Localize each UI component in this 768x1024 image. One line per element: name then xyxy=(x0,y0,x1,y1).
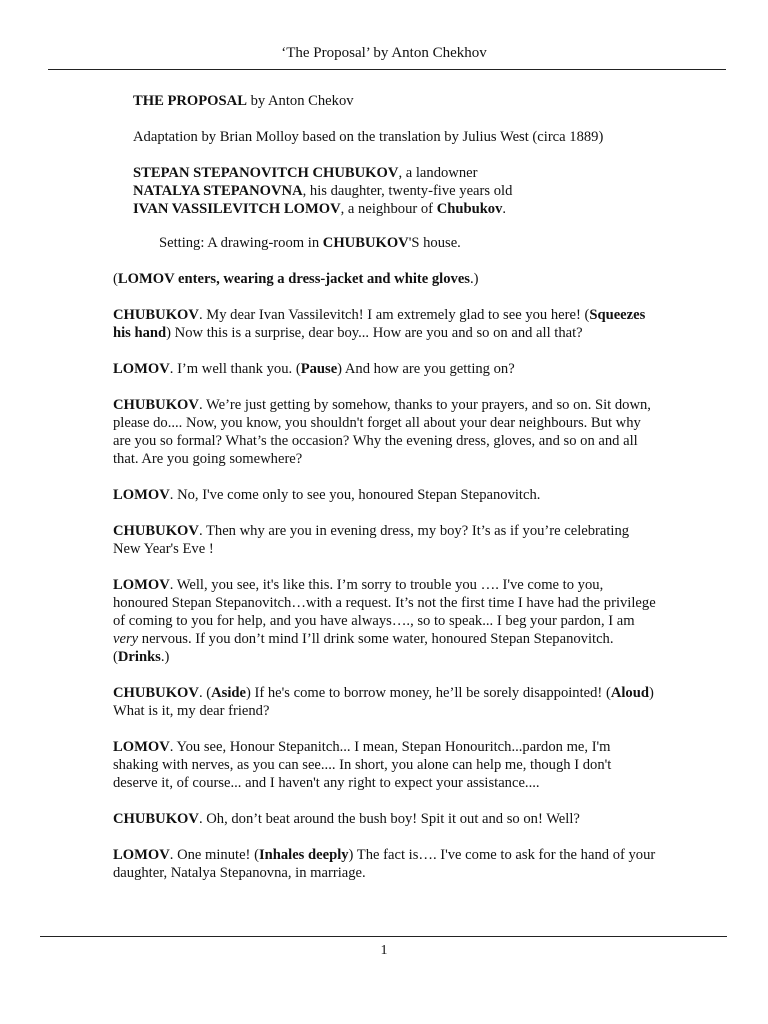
text-run: .) xyxy=(470,271,479,287)
bold-text: CHUBUKOV xyxy=(113,811,199,827)
cast-description: , his daughter, twenty-five years old xyxy=(302,183,513,199)
text-run: . I’m well thank you. ( xyxy=(169,361,301,377)
text-run: . We’re just getting by somehow, thanks to your prayers, and so on. Sit down, please do.... Now, you know, you shouldn't forget all about your dear neighbours. But why are you so formal? What’s the occasion? Why the evening dress, gloves, and so on and all that. Are you going somewhere? xyxy=(113,397,651,467)
header-rule xyxy=(48,69,726,70)
text-run: . Well, you see, it's like this. I’m sorry to trouble you …. I've come to you, honoured Stepan Stepanovitch…with a request. It’s not the first time I have had the privilege of coming to you for help, and you have always…., so to speak... I beg your pardon, I am xyxy=(113,577,656,629)
bold-text: Drinks xyxy=(117,649,161,665)
bold-text: Squeezes his hand xyxy=(113,307,646,341)
setting-line xyxy=(159,234,461,252)
script-body xyxy=(113,270,658,900)
text-run: ( xyxy=(113,271,118,287)
cast-entry xyxy=(133,164,512,182)
text-run: . Oh, don’t beat around the bush boy! Spit it out and so on! Well? xyxy=(198,811,580,827)
dialogue-paragraph xyxy=(113,396,658,468)
italic-text: very xyxy=(113,631,139,647)
text-run: . ( xyxy=(198,685,212,701)
bold-text: LOMOV xyxy=(113,739,170,755)
text-run: ) What is it, my dear friend? xyxy=(113,685,654,719)
bold-text: CHUBUKOV xyxy=(113,523,199,539)
dialogue-paragraph xyxy=(113,522,658,558)
bold-text: CHUBUKOV xyxy=(113,397,199,413)
setting-name: CHUBUKOV xyxy=(322,235,409,251)
text-run: . Then why are you in evening dress, my boy? It’s as if you’re celebrating New Year's Eve ! xyxy=(113,523,630,557)
cast-list xyxy=(133,164,512,218)
dialogue-paragraph xyxy=(113,486,658,504)
text-run: nervous. If you don’t mind I’ll drink some water, honoured Stepan Stepanovitch. ( xyxy=(113,631,614,665)
bold-text: Inhales deeply xyxy=(258,847,349,863)
cast-description: , a landowner xyxy=(398,165,478,181)
setting-suffix: 'S house. xyxy=(408,235,461,251)
text-run: . No, I've come only to see you, honoured Stepan Stepanovitch. xyxy=(169,487,541,503)
dialogue-paragraph xyxy=(113,270,658,288)
bold-text: LOMOV enters, wearing a dress-jacket and white gloves xyxy=(117,271,470,287)
text-run: . You see, Honour Stepanitch... I mean, Stepan Honouritch...pardon me, I'm shaking with nerves, as you can see.... In short, you alone can help me, though I don't deserve it, of course... and I haven't any right to expect your assistance.... xyxy=(113,739,612,791)
dialogue-paragraph xyxy=(113,846,658,882)
cast-entry xyxy=(133,200,512,218)
text-run: ) If he's come to borrow money, he’ll be sorely disappointed! ( xyxy=(246,685,611,701)
cast-description: , a neighbour of xyxy=(340,201,437,217)
cast-entry xyxy=(133,182,512,200)
footer-rule xyxy=(40,936,727,937)
page-number: 1 xyxy=(380,943,388,958)
text-run: ) Now this is a surprise, dear boy... How are you and so on and all that? xyxy=(166,325,583,341)
cast-name: STEPAN STEPANOVITCH CHUBUKOV xyxy=(133,165,399,181)
bold-text: Aside xyxy=(211,685,246,701)
running-header: ‘The Proposal’ by Anton Chekhov xyxy=(281,45,487,61)
cast-name: IVAN VASSILEVITCH LOMOV xyxy=(133,201,341,217)
adaptation-note: Adaptation by Brian Molloy based on the translation by Julius West (circa 1889) xyxy=(133,129,604,145)
bold-text: CHUBUKOV xyxy=(113,307,199,323)
bold-text: Pause xyxy=(300,361,338,377)
cast-name: NATALYA STEPANOVNA xyxy=(133,183,303,199)
bold-text: LOMOV xyxy=(113,847,170,863)
text-run: ) The fact is…. I've come to ask for the hand of your daughter, Natalya Stepanovna, in marriage. xyxy=(113,847,656,881)
dialogue-paragraph xyxy=(113,360,658,378)
cast-punctuation: . xyxy=(502,201,507,217)
bold-text: Aloud xyxy=(610,685,649,701)
dialogue-paragraph xyxy=(113,306,658,342)
bold-text: LOMOV xyxy=(113,487,170,503)
play-title-line xyxy=(133,92,354,110)
text-run: . My dear Ivan Vassilevitch! I am extremely glad to see you here! ( xyxy=(198,307,590,323)
play-byline: by Anton Chekov xyxy=(246,93,354,109)
text-run: .) xyxy=(160,649,170,665)
dialogue-paragraph xyxy=(113,684,658,720)
text-run: . One minute! ( xyxy=(169,847,259,863)
dialogue-paragraph xyxy=(113,738,658,792)
bold-text: LOMOV xyxy=(113,577,170,593)
text-run: ) And how are you getting on? xyxy=(337,361,515,377)
setting-prefix: Setting: A drawing-room in xyxy=(159,235,323,251)
bold-text: LOMOV xyxy=(113,361,170,377)
dialogue-paragraph xyxy=(113,810,658,828)
cast-reference: Chubukov xyxy=(436,201,503,217)
dialogue-paragraph xyxy=(113,576,658,666)
play-title: THE PROPOSAL xyxy=(133,93,247,109)
bold-text: CHUBUKOV xyxy=(113,685,199,701)
